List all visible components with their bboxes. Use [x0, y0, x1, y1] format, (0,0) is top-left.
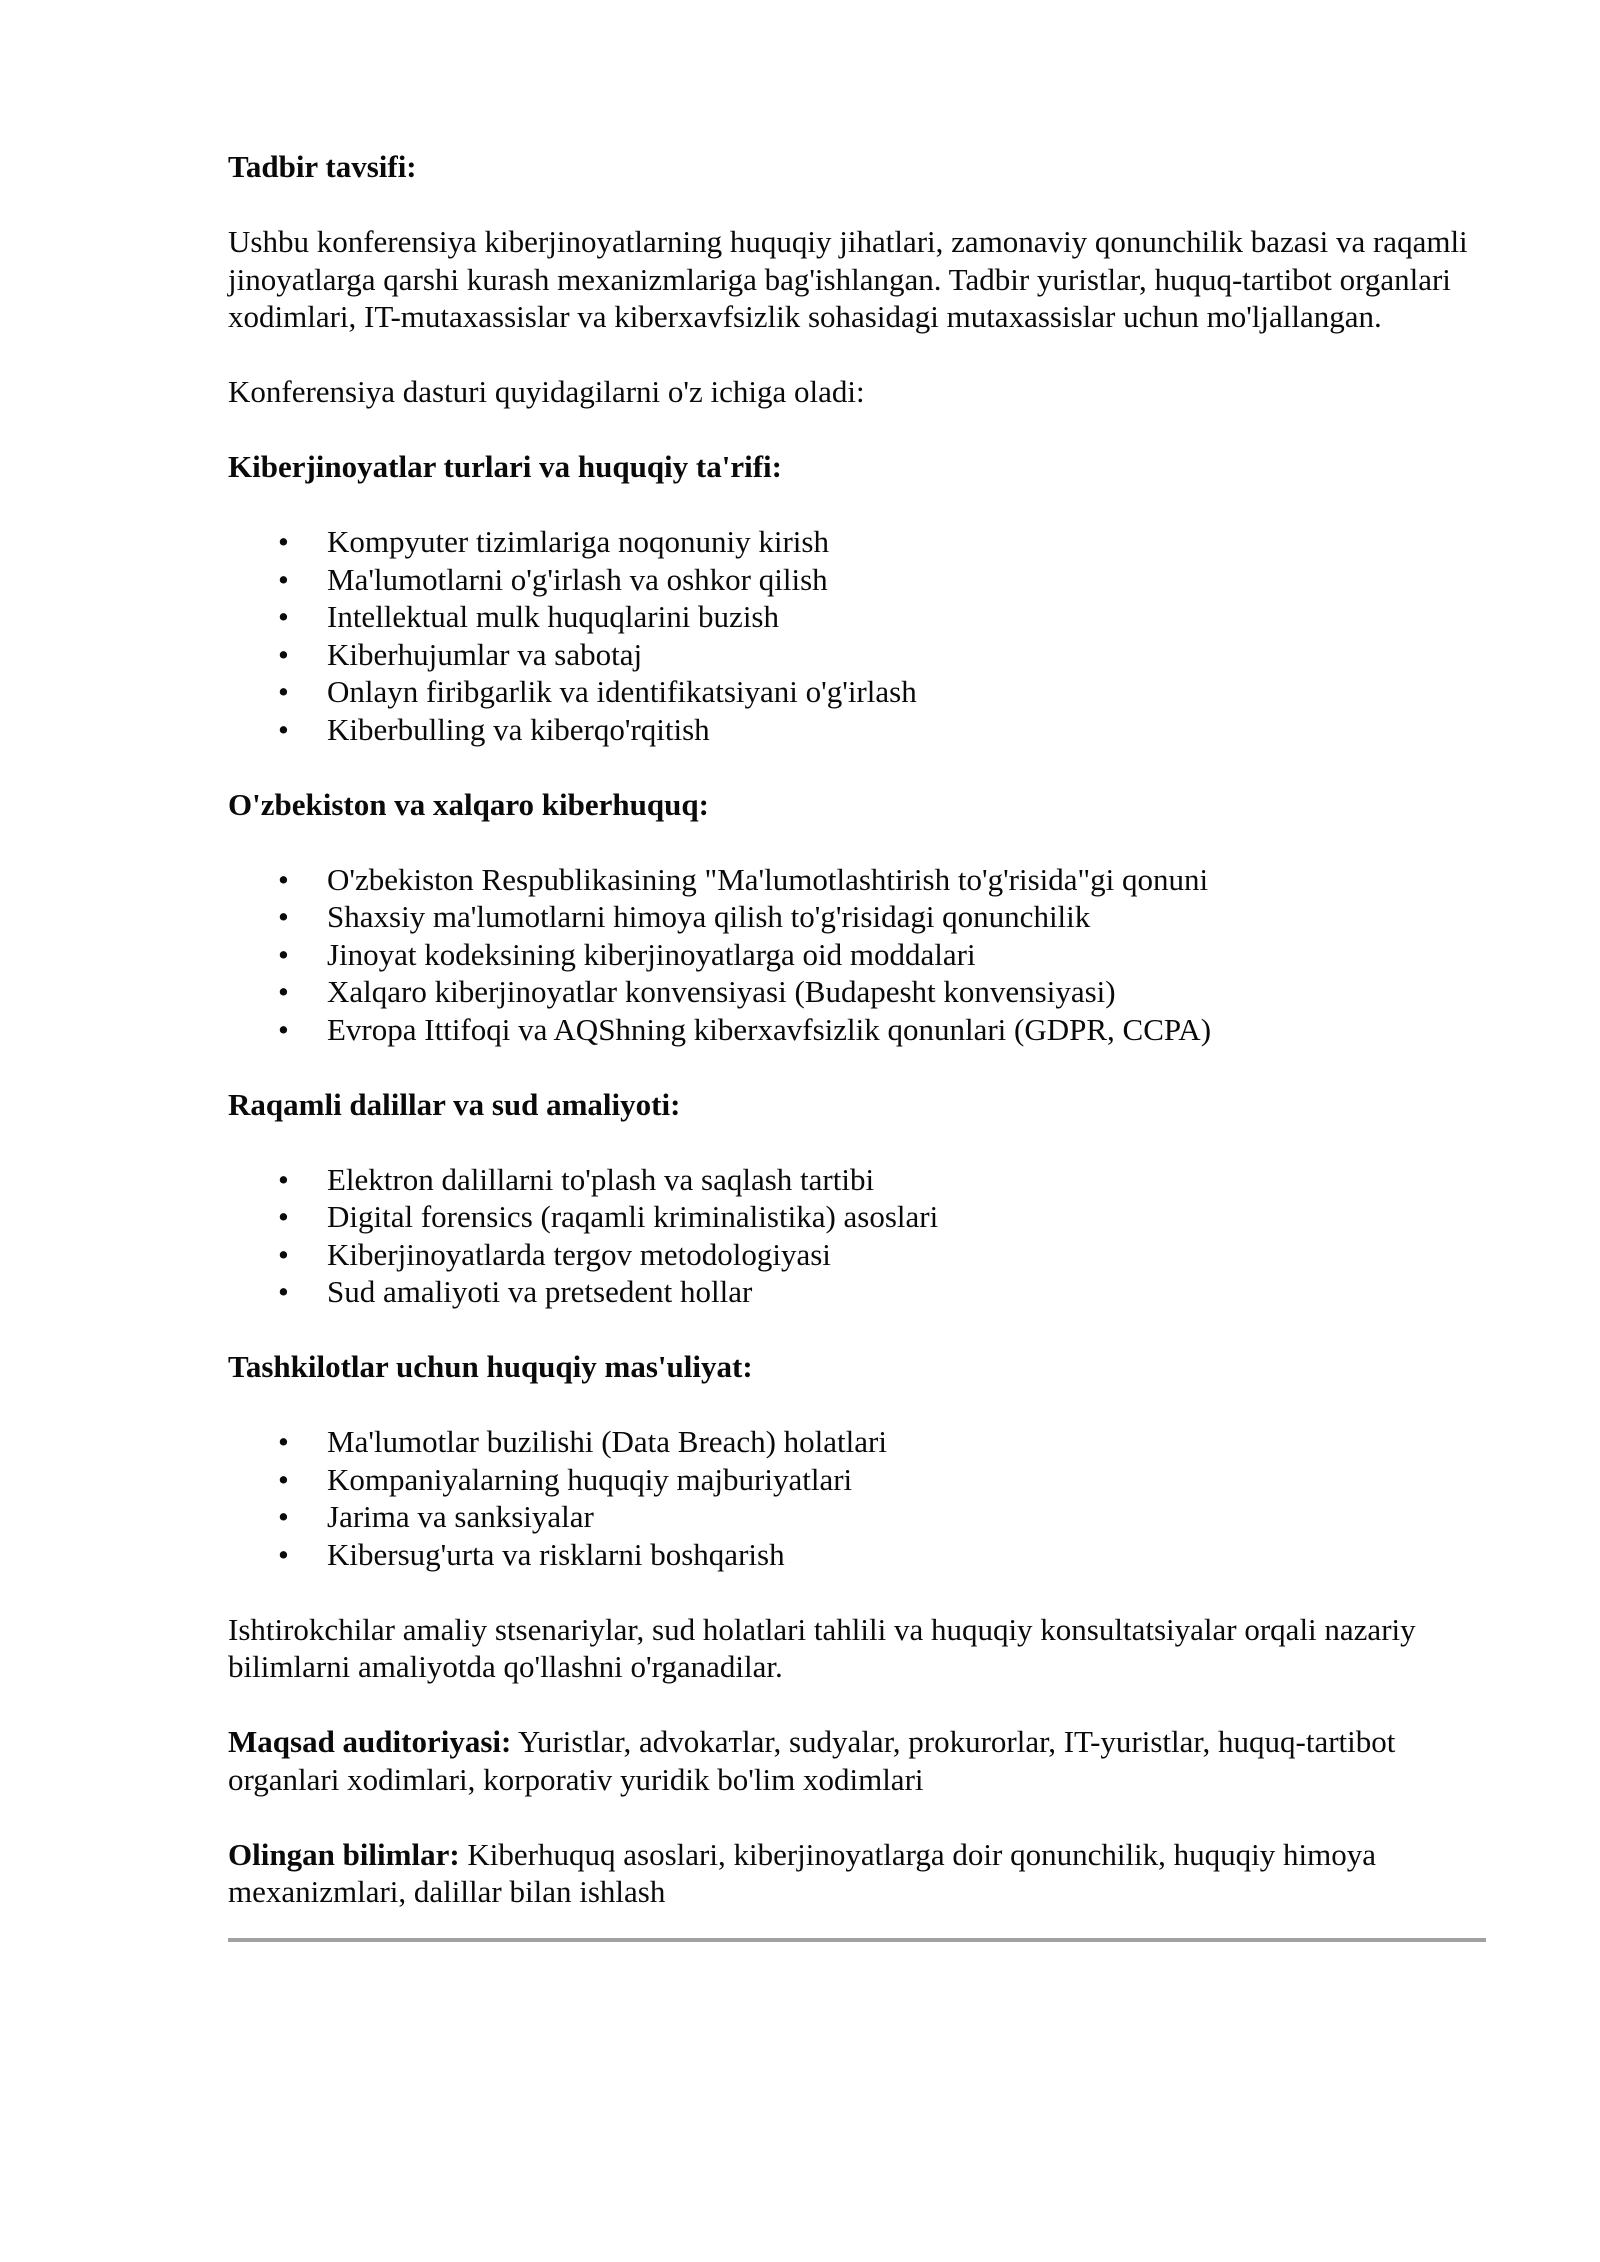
list-item-text: Kompaniyalarning huquqiy majburiyatlari	[327, 1461, 853, 1497]
list-item	[228, 861, 1486, 899]
bullet-list-crime-types	[228, 523, 1486, 748]
list-item-text: Ma'lumotlar buzilishi (Data Breach) holatlari	[327, 1424, 887, 1459]
list-item	[228, 1011, 1486, 1049]
bullet-icon: •	[278, 936, 289, 972]
list-item	[228, 1423, 1486, 1461]
section-heading-digital-evidence: Raqamli dalillar va sud amaliyoti:	[228, 1086, 681, 1122]
knowledge-label: Olingan bilimlar:	[228, 1836, 460, 1872]
bullet-icon: •	[278, 1461, 289, 1497]
list-item	[228, 673, 1486, 711]
list-item	[228, 561, 1486, 599]
list-item	[228, 1198, 1486, 1236]
list-item-text: Sud amaliyoti va pretsedent hollar	[327, 1274, 753, 1309]
list-item	[228, 1461, 1486, 1499]
outro-paragraph: Ishtirokchilar amaliy stsenariylar, sud holatlari tahlili va huquqiy konsultatsiyalar orqali nazariy bilimlarni amaliyotda qo'llashni o'rganadilar.	[228, 1611, 1416, 1684]
knowledge-paragraph	[228, 1836, 1486, 1911]
bullet-list-uz-intl-law	[228, 861, 1486, 1049]
list-item	[228, 598, 1486, 636]
bullet-list-digital-evidence	[228, 1161, 1486, 1311]
bullet-icon: •	[278, 524, 289, 559]
audience-text: Yuristlar, advokaтlar, sudyalar, prokurorlar, IT-yuristlar, huquq-tartibot organlari xodimlari, korporativ yuridik bo'lim xodimlari	[228, 1724, 1396, 1797]
document-title: Tadbir tavsifi:	[228, 149, 417, 184]
list-item	[228, 1273, 1486, 1311]
list-item	[228, 973, 1486, 1011]
list-item-text: Kompyuter tizimlariga noqonuniy kirish	[327, 524, 829, 559]
list-item	[228, 523, 1486, 561]
bullet-icon: •	[278, 1236, 289, 1272]
list-item	[228, 636, 1486, 674]
list-item	[228, 1161, 1486, 1199]
bullet-icon: •	[278, 1499, 289, 1534]
list-item-text: Ma'lumotlarni o'g'irlash va oshkor qilish	[327, 561, 828, 597]
list-item-text: Jarima va sanksiyalar	[327, 1499, 594, 1534]
section-heading-uz-intl-law: O'zbekiston va xalqaro kiberhuquq:	[228, 786, 709, 822]
list-item	[228, 936, 1486, 974]
list-item-text: Onlayn firibgarlik va identifikatsiyani o'g'irlash	[327, 674, 917, 709]
bullet-icon: •	[278, 1536, 289, 1572]
list-item-text: Kiberbulling va kiberqo'rqitish	[327, 711, 710, 747]
bullet-icon: •	[278, 1274, 289, 1309]
list-item-text: Digital forensics (raqamli kriminalistika) asoslari	[327, 1199, 939, 1234]
list-item-text: Shaxsiy ma'lumotlarni himoya qilish to'g'risidagi qonunchilik	[327, 899, 1091, 934]
list-item-text: Jinoyat kodeksining kiberjinoyatlarga oid moddalari	[327, 936, 976, 972]
list-item-text: Xalqaro kiberjinoyatlar konvensiyasi (Budapesht konvensiyasi)	[327, 974, 1116, 1009]
section-heading-crime-types: Kiberjinoyatlar turlari va huquqiy ta'rifi:	[228, 449, 782, 484]
list-item-text: Kibersug'urta va risklarni boshqarish	[327, 1536, 785, 1572]
bullet-icon: •	[278, 861, 289, 897]
list-item	[228, 1536, 1486, 1574]
bullet-icon: •	[278, 599, 289, 634]
knowledge-text: Kiberhuquq asoslari, kiberjinoyatlarga doir qonunchilik, huquqiy himoya mexanizmlari, dalillar bilan ishlash	[228, 1836, 1377, 1909]
list-item-text: Kiberhujumlar va sabotaj	[327, 636, 643, 672]
horizontal-divider	[228, 1938, 1486, 1942]
audience-paragraph	[228, 1723, 1486, 1798]
bullet-icon: •	[278, 1011, 289, 1047]
bullet-icon: •	[278, 1424, 289, 1459]
program-lead-paragraph: Konferensiya dasturi quyidagilarni o'z ichiga oladi:	[228, 374, 865, 409]
list-item	[228, 1236, 1486, 1274]
intro-paragraph: Ushbu konferensiya kiberjinoyatlarning huquqiy jihatlari, zamonaviy qonunchilik bazasi va raqamli jinoyatlarga qarshi kurash mexanizmlariga bag'ishlangan. Tadbir yuristlar, huquq-tartibot organlari xodimlari, IT-mutaxassislar va kiberxavfsizlik sohasidagi mutaxassislar uchun mo'ljallangan.	[228, 224, 1468, 334]
bullet-list-org-liability	[228, 1423, 1486, 1573]
section-heading-org-liability: Tashkilotlar uchun huquqiy mas'uliyat:	[228, 1349, 753, 1384]
bullet-icon: •	[278, 974, 289, 1009]
list-item-text: O'zbekiston Respublikasining "Ma'lumotlashtirish to'g'risida"gi qonuni	[327, 861, 1209, 897]
list-item	[228, 1498, 1486, 1536]
bullet-icon: •	[278, 1161, 289, 1197]
list-item	[228, 898, 1486, 936]
bullet-icon: •	[278, 636, 289, 672]
bullet-icon: •	[278, 711, 289, 747]
bullet-icon: •	[278, 674, 289, 709]
bullet-icon: •	[278, 561, 289, 597]
list-item-text: Evropa Ittifoqi va AQShning kiberxavfsizlik qonunlari (GDPR, CCPA)	[327, 1011, 1212, 1047]
bullet-icon: •	[278, 1199, 289, 1234]
list-item-text: Kiberjinoyatlarda tergov metodologiyasi	[327, 1236, 831, 1272]
bullet-icon: •	[278, 899, 289, 934]
audience-label: Maqsad auditoriyasi:	[228, 1724, 512, 1759]
list-item	[228, 711, 1486, 749]
list-item-text: Intellektual mulk huquqlarini buzish	[327, 599, 779, 634]
list-item-text: Elektron dalillarni to'plash va saqlash tartibi	[327, 1161, 875, 1197]
